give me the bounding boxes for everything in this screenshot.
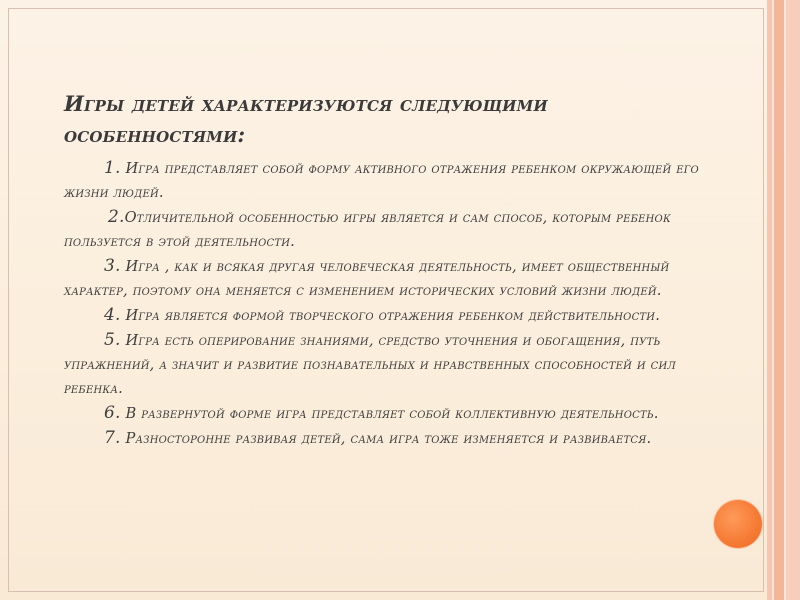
list-item bbox=[64, 254, 714, 303]
list-item bbox=[64, 328, 714, 401]
item-text: В развернутой форме игра представляет собой коллективную деятельность. bbox=[125, 405, 659, 422]
item-number: 7. bbox=[104, 428, 121, 448]
item-number: 5. bbox=[104, 330, 121, 350]
item-number: 6. bbox=[104, 403, 121, 423]
feature-list bbox=[64, 156, 714, 451]
item-text: Разносторонне развивая детей, сама игра тоже изменяется и развивается. bbox=[125, 430, 652, 447]
item-text: Отличительной особенностью игры является и сам способ, которым ребенок пользуется в этой деятельности. bbox=[64, 209, 671, 250]
item-text: Игра является формой творческого отражения ребенком действительности. bbox=[125, 307, 661, 324]
decorative-stripe bbox=[786, 0, 800, 600]
list-item bbox=[64, 401, 714, 426]
list-item bbox=[64, 156, 714, 205]
list-item bbox=[64, 303, 714, 328]
decorative-stripe bbox=[774, 0, 784, 600]
item-number: 1. bbox=[104, 158, 121, 178]
list-item bbox=[64, 205, 714, 254]
item-text: Игра представляет собой форму активного отражения ребенком окружающей его жизни людей. bbox=[64, 160, 699, 201]
slide-title: Игры детей характеризуются следующими особенностями: bbox=[64, 91, 548, 147]
item-text: Игра , как и всякая другая человеческая деятельность, имеет общественный характер, поэтому она меняется с изменением исторических условий жизни людей. bbox=[64, 258, 670, 299]
item-number: 2. bbox=[108, 207, 125, 227]
list-item bbox=[64, 426, 714, 451]
decorative-circle-icon bbox=[714, 500, 762, 548]
slide-content bbox=[64, 88, 714, 451]
item-text: Игра есть оперирование знаниями, средство уточнения и обогащения, путь упражнений, а значит и развитие познавательных и нравственных способностей и сил ребенка. bbox=[64, 332, 676, 397]
item-number: 4. bbox=[104, 305, 121, 325]
item-number: 3. bbox=[104, 256, 121, 276]
